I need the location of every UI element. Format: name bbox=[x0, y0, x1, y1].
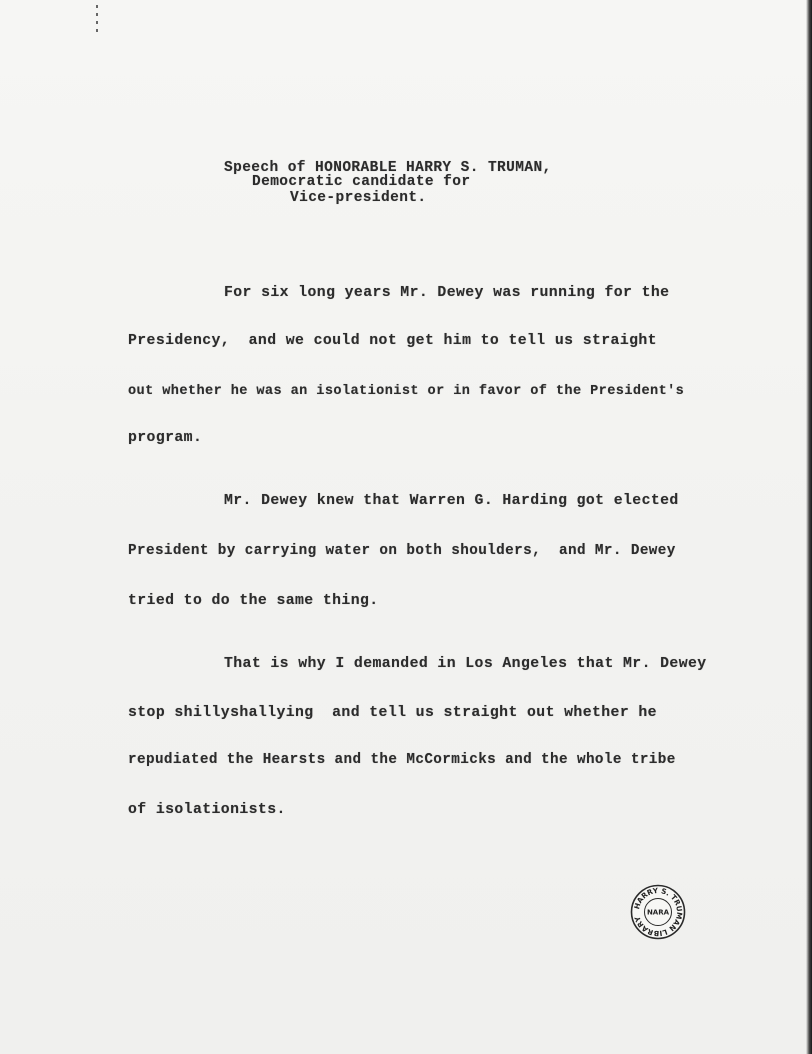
stamp-center-text: NARA bbox=[646, 908, 670, 917]
paragraph-3-line-1: That is why I demanded in Los Angeles that Mr. Dewey bbox=[224, 656, 707, 672]
paragraph-1-line-1: For six long years Mr. Dewey was running for the bbox=[224, 285, 670, 301]
paragraph-1-line-2: Presidency, and we could not get him to tell us straight bbox=[128, 333, 657, 349]
speech-heading-line-1: Speech of HONORABLE HARRY S. TRUMAN, bbox=[224, 160, 552, 176]
paragraph-3-line-4: of isolationists. bbox=[128, 802, 286, 818]
stamp-ring-text: HARRY S. TRUMAN LIBRARY bbox=[632, 885, 685, 939]
paragraph-2-line-1: Mr. Dewey knew that Warren G. Harding got elected bbox=[224, 493, 679, 509]
paragraph-2-line-3: tried to do the same thing. bbox=[128, 593, 379, 609]
punch-marks bbox=[94, 0, 100, 40]
paragraph-3-line-3: repudiated the Hearsts and the McCormicks and the whole tribe bbox=[128, 752, 676, 768]
speech-heading-line-2: Democratic candidate for bbox=[252, 174, 471, 190]
paragraph-1-line-4: program. bbox=[128, 430, 203, 446]
paragraph-2-line-2: President by carrying water on both shoulders, and Mr. Dewey bbox=[128, 543, 676, 559]
paragraph-3-line-2: stop shillyshallying and tell us straight out whether he bbox=[128, 705, 657, 721]
page-edge-shadow bbox=[806, 0, 812, 1054]
library-stamp-icon bbox=[630, 884, 686, 940]
speech-heading-line-3: Vice-president. bbox=[290, 190, 427, 206]
paragraph-1-line-3: out whether he was an isolationist or in favor of the President's bbox=[128, 384, 685, 399]
